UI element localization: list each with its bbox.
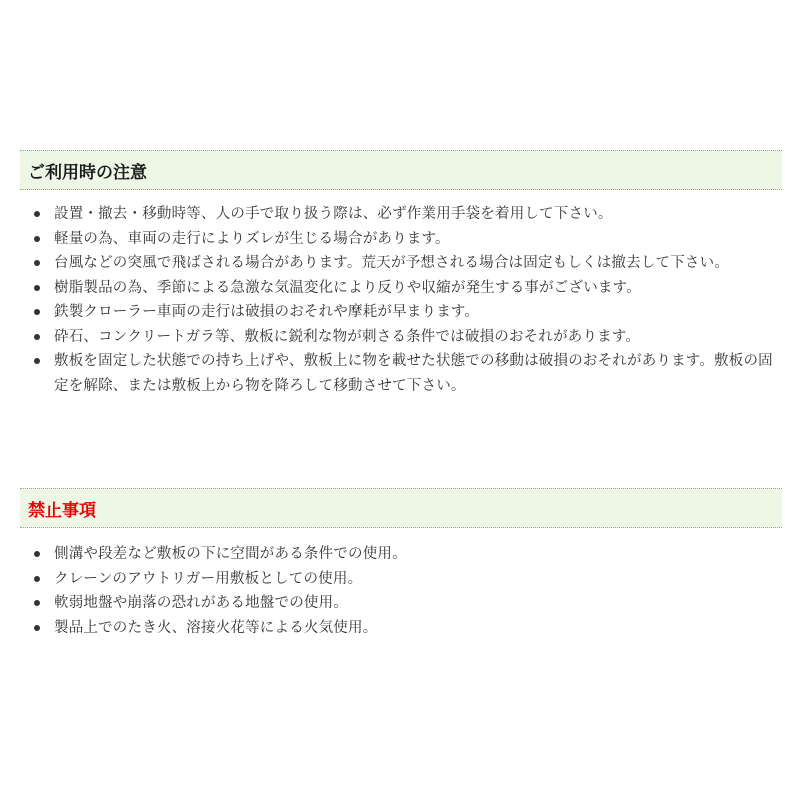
- bullet-icon: [34, 551, 40, 557]
- list-item: [20, 251, 782, 276]
- prohibited-list: [20, 542, 782, 640]
- list-item-text: 敷板を固定した状態での持ち上げや、敷板上に物を載せた状態での移動は破損のおそれがあります。敷板の固定を解除、または敷板上から物を降ろして移動させて下さい。: [54, 353, 773, 394]
- list-item-text: 軟弱地盤や崩落の恐れがある地盤での使用。: [54, 595, 348, 611]
- list-item-text: 製品上でのたき火、溶接火花等による火気使用。: [54, 619, 378, 636]
- bullet-icon: [34, 260, 40, 266]
- list-item: [20, 349, 782, 398]
- bullet-icon: [34, 600, 40, 606]
- list-item: [20, 616, 782, 641]
- list-item: [20, 567, 782, 592]
- list-item: [20, 325, 782, 350]
- prohibited-heading: 禁止事項: [20, 488, 782, 528]
- list-item: [20, 227, 782, 252]
- list-item: [20, 276, 782, 301]
- bullet-icon: [34, 334, 40, 340]
- bullet-icon: [34, 285, 40, 291]
- bullet-icon: [34, 309, 40, 315]
- list-item-text: 鉄製クローラー車両の走行は破損のおそれや摩耗が早まります。: [54, 304, 480, 320]
- list-item-text: クレーンのアウトリガー用敷板としての使用。: [54, 570, 363, 587]
- bullet-icon: [34, 211, 40, 217]
- list-item-text: 側溝や段差など敷板の下に空間がある条件での使用。: [54, 546, 407, 562]
- prohibited-section: [20, 488, 782, 640]
- list-item-text: 設置・撤去・移動時等、人の手で取り扱う際は、必ず作業用手袋を着用して下さい。: [54, 206, 613, 222]
- bullet-icon: [34, 358, 40, 364]
- list-item-text: 軽量の為、車両の走行によりズレが生じる場合があります。: [54, 230, 450, 247]
- usage-notes-list: [20, 202, 782, 398]
- list-item: [20, 542, 782, 567]
- bullet-icon: [34, 576, 40, 582]
- bullet-icon: [34, 625, 40, 631]
- bullet-icon: [34, 236, 40, 242]
- list-item-text: 台風などの突風で飛ばされる場合があります。荒天が予想される場合は固定もしくは撤去して下さい。: [54, 255, 730, 271]
- usage-notes-section: [20, 150, 782, 398]
- list-item: [20, 202, 782, 227]
- list-item: [20, 300, 782, 325]
- list-item-text: 樹脂製品の為、季節による急激な気温変化により反りや収縮が発生する事がございます。: [54, 279, 641, 296]
- list-item: [20, 591, 782, 616]
- usage-notes-heading: ご利用時の注意: [20, 150, 782, 190]
- list-item-text: 砕石、コンクリートガラ等、敷板に鋭利な物が刺さる条件では破損のおそれがあります。: [54, 328, 641, 345]
